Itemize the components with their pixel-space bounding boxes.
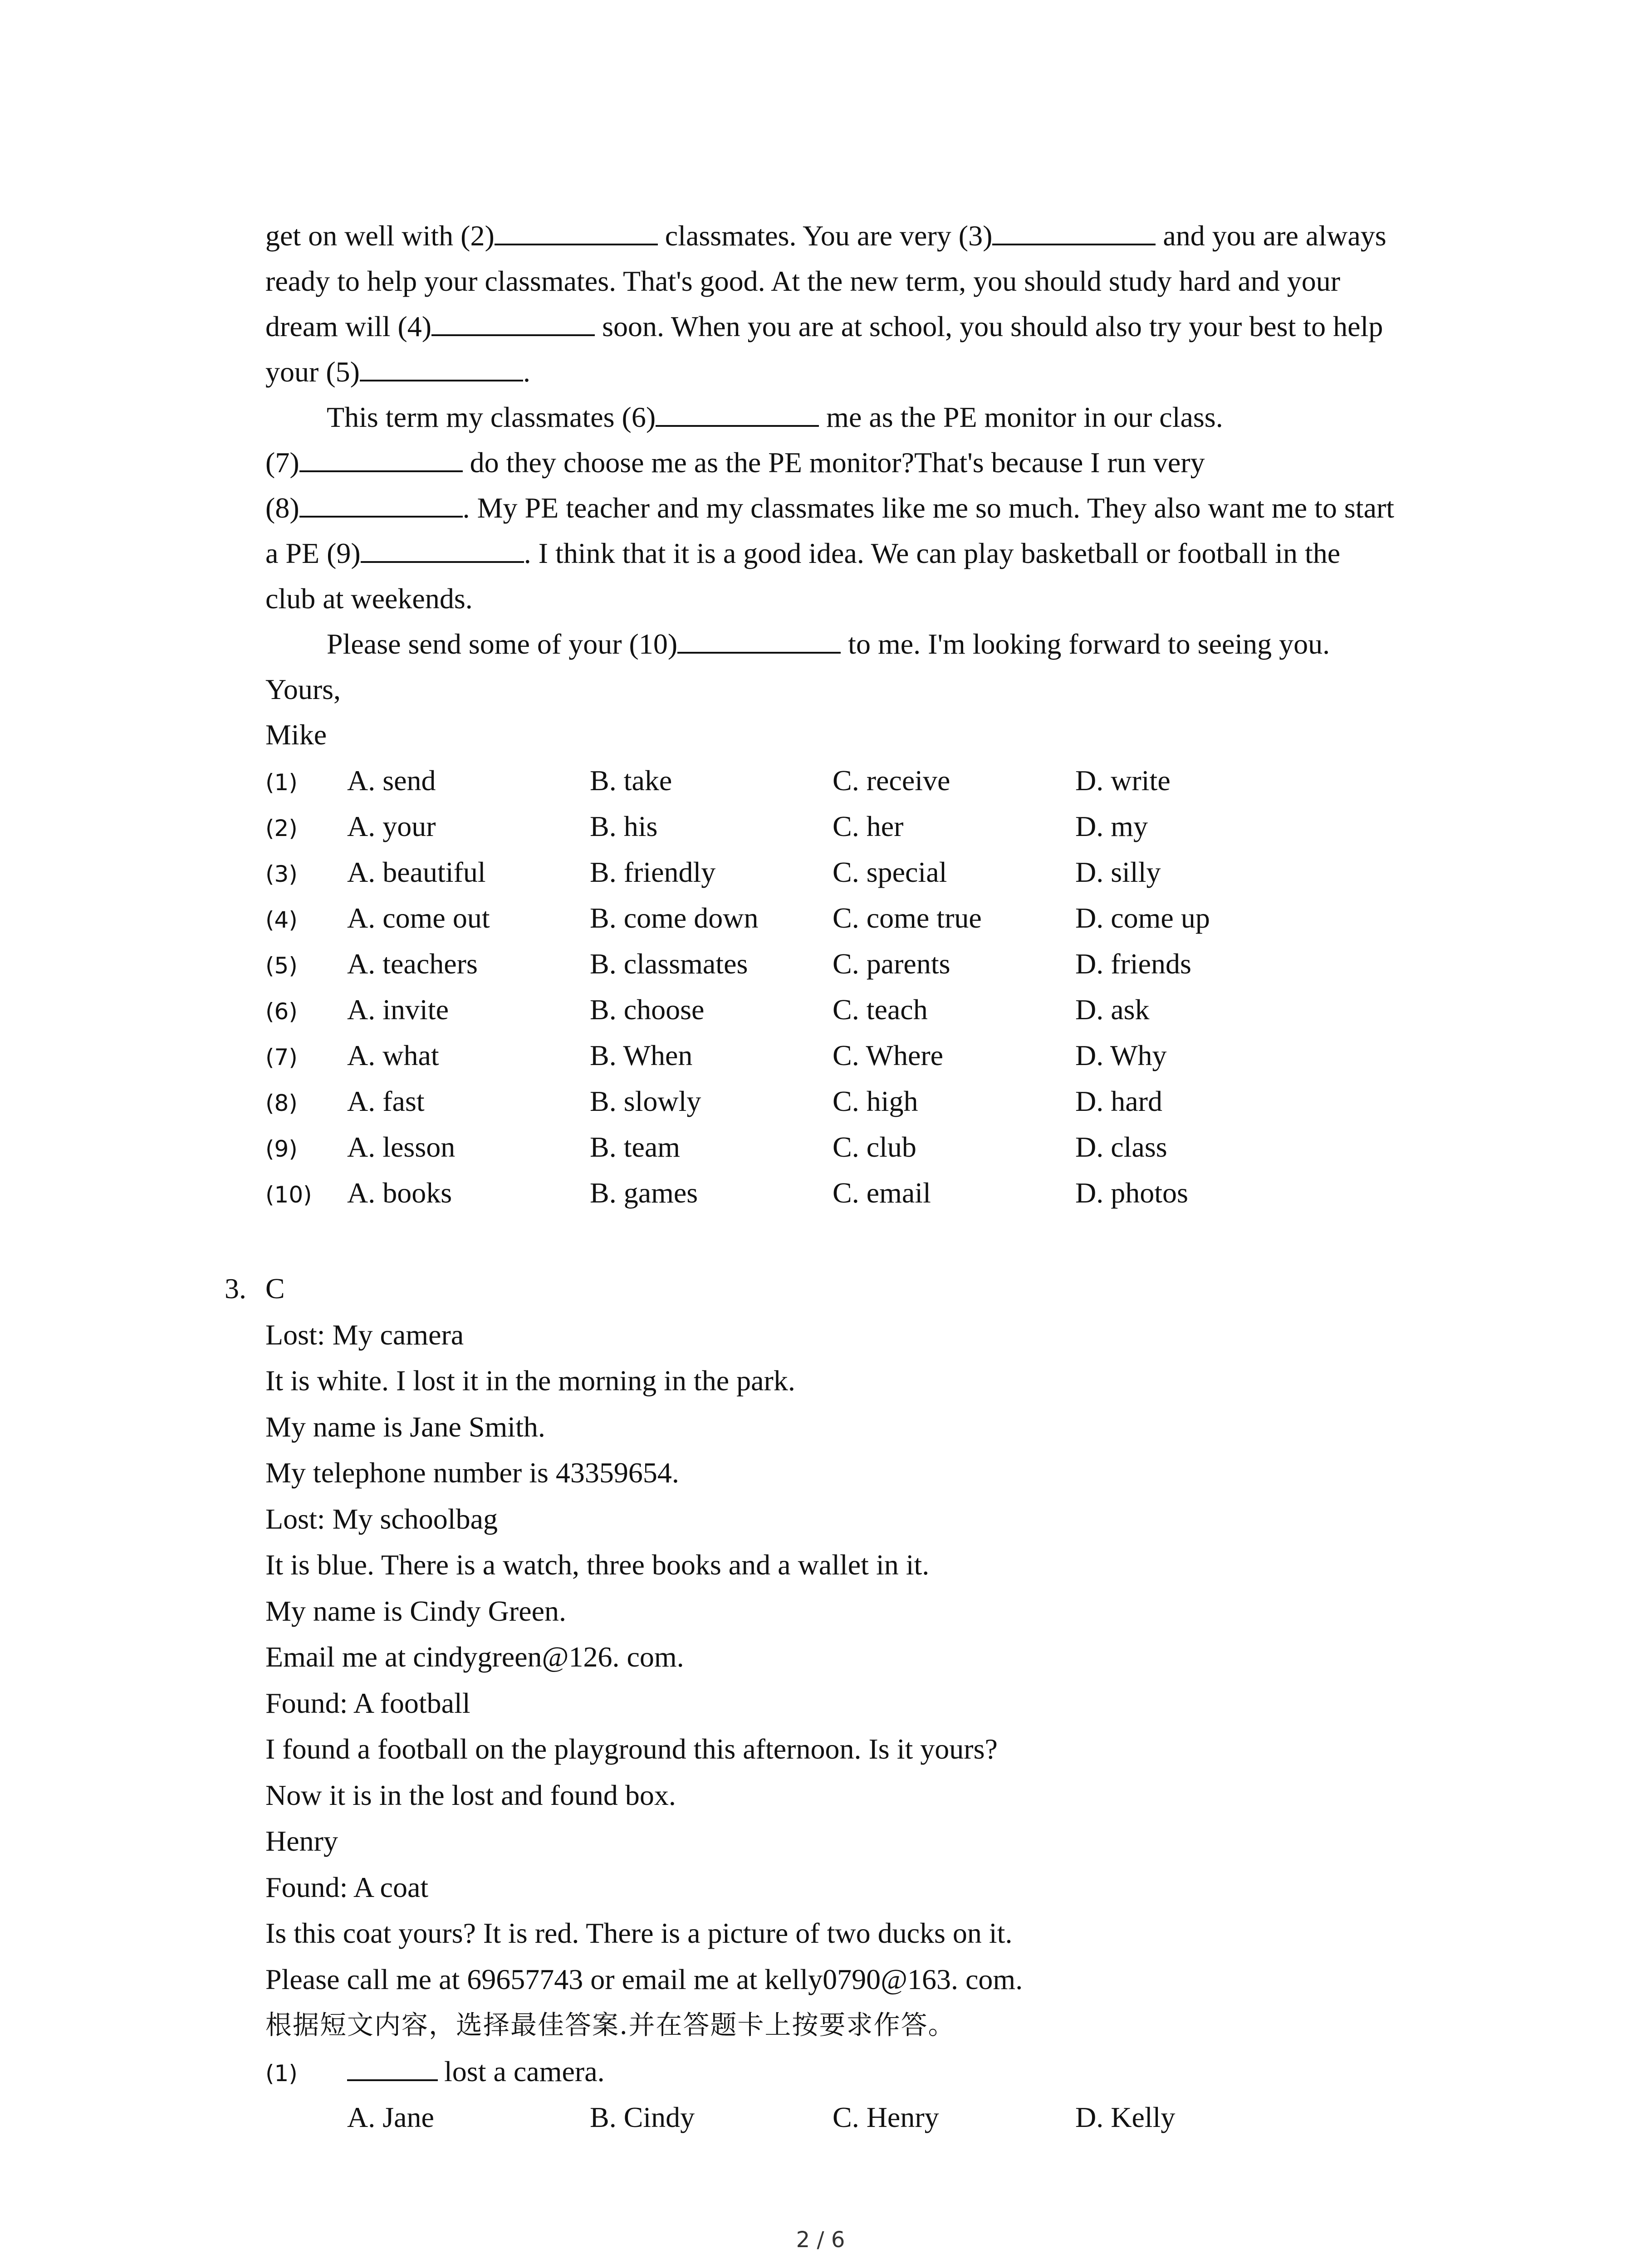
option-row xyxy=(265,895,1463,941)
option-b: B. friendly xyxy=(590,856,716,888)
text-span: . xyxy=(523,356,530,388)
option-c: C. special xyxy=(833,856,947,888)
text-span: soon. When you are at school, you should also try your best to help xyxy=(595,310,1383,342)
option-d: D. Kelly xyxy=(1075,2101,1176,2133)
option-d: D. silly xyxy=(1075,856,1161,888)
blank-8 xyxy=(299,491,463,518)
option-c: C. parents xyxy=(833,948,950,980)
question-number: (10) xyxy=(265,1182,312,1208)
question-number: (8) xyxy=(265,1090,298,1116)
text-span: me as the PE monitor in our class. xyxy=(819,401,1223,433)
option-a: A. your xyxy=(347,810,436,842)
option-b: B. Cindy xyxy=(590,2101,695,2133)
option-row xyxy=(265,941,1463,987)
answer-blank xyxy=(347,2055,438,2081)
text-span: Please send some of your (10) xyxy=(327,628,678,660)
text-span: get on well with (2) xyxy=(265,220,495,252)
instruction-text: 根据短文内容，选择最佳答案.并在答题卡上按要求作答。 xyxy=(265,2009,955,2040)
text-span: classmates. You are very (3) xyxy=(657,220,993,252)
options-list xyxy=(265,758,1463,1216)
option-b: B. slowly xyxy=(590,1085,701,1117)
passage-para2-line2 xyxy=(265,440,1463,485)
option-b: B. classmates xyxy=(590,948,748,980)
question-number: (7) xyxy=(265,1044,298,1070)
text-span: a PE (9) xyxy=(265,537,361,569)
letter-closing: Yours, xyxy=(265,673,341,705)
question-number: (2) xyxy=(265,815,298,841)
notice-line: My telephone number is 43359654. xyxy=(265,1457,679,1489)
option-row xyxy=(265,849,1463,895)
section-number: 3. xyxy=(225,1272,246,1305)
option-a: A. teachers xyxy=(347,948,478,980)
option-d: D. come up xyxy=(1075,902,1210,934)
notice-line: Found: A football xyxy=(265,1686,470,1719)
notice-line: Now it is in the lost and found box. xyxy=(265,1779,676,1811)
option-d: D. write xyxy=(1075,764,1171,797)
option-a: A. come out xyxy=(347,902,490,934)
option-d: D. friends xyxy=(1075,948,1191,980)
option-row xyxy=(265,1078,1463,1124)
option-c: C. club xyxy=(833,1131,916,1163)
letter-signature: Mike xyxy=(265,719,327,751)
notice-line: My name is Jane Smith. xyxy=(265,1410,545,1443)
option-c: C. Where xyxy=(833,1039,944,1071)
notice-line: Henry xyxy=(265,1825,338,1857)
option-a: A. Jane xyxy=(347,2101,434,2133)
section-title: C xyxy=(265,1272,285,1305)
blank-10 xyxy=(677,627,841,654)
passage-para1-line4 xyxy=(265,349,1463,395)
notice-line: It is white. I lost it in the morning in the park. xyxy=(265,1364,795,1397)
notice-line: Found: A coat xyxy=(265,1871,429,1903)
blank-7 xyxy=(299,446,463,472)
option-b: B. his xyxy=(590,810,658,842)
option-a: A. fast xyxy=(347,1085,425,1117)
blank-2 xyxy=(495,219,658,245)
option-a: A. send xyxy=(347,764,436,797)
option-row xyxy=(265,1170,1463,1216)
text-span: dream will (4) xyxy=(265,310,432,342)
option-d: D. ask xyxy=(1075,993,1150,1026)
option-a: A. invite xyxy=(347,993,449,1026)
question-1-options xyxy=(265,2094,1463,2141)
option-a: A. books xyxy=(347,1177,452,1209)
option-b: B. games xyxy=(590,1177,698,1209)
option-c: C. her xyxy=(833,810,904,842)
question-number: (6) xyxy=(265,998,298,1025)
option-d: D. class xyxy=(1075,1131,1167,1163)
question-number: (1) xyxy=(265,769,298,796)
option-b: B. come down xyxy=(590,902,759,934)
question-text: lost a camera. xyxy=(444,2055,605,2087)
text-span: to me. I'm looking forward to seeing you. xyxy=(841,628,1330,660)
option-row xyxy=(265,758,1463,803)
blank-6 xyxy=(656,401,819,427)
option-a: A. what xyxy=(347,1039,439,1071)
option-row xyxy=(265,1124,1463,1170)
option-d: D. my xyxy=(1075,810,1148,842)
notice-line: It is blue. There is a watch, three books and a wallet in it. xyxy=(265,1549,930,1581)
passage-para2-line5: club at weekends. xyxy=(265,582,473,615)
option-b: B. take xyxy=(590,764,672,797)
blank-5 xyxy=(360,355,523,381)
text-span: (8) xyxy=(265,492,299,524)
option-c: C. Henry xyxy=(833,2101,939,2133)
option-row xyxy=(265,1032,1463,1078)
text-span: . I think that it is a good idea. We can play basketball or football in the xyxy=(524,537,1341,569)
option-b: B. choose xyxy=(590,993,705,1026)
passage-para1-line2: ready to help your classmates. That's good. At the new term, you should study hard and your xyxy=(265,265,1341,297)
passage-para2-line4 xyxy=(265,531,1463,576)
notice-line: My name is Cindy Green. xyxy=(265,1594,566,1627)
option-d: D. photos xyxy=(1075,1177,1188,1209)
question-number: (4) xyxy=(265,907,298,933)
blank-4 xyxy=(431,310,595,336)
option-row xyxy=(265,987,1463,1032)
option-c: C. come true xyxy=(833,902,982,934)
notice-line: Lost: My camera xyxy=(265,1318,464,1351)
question-number: (3) xyxy=(265,861,298,887)
option-b: B. team xyxy=(590,1131,681,1163)
option-d: D. Why xyxy=(1075,1039,1167,1071)
option-c: C. teach xyxy=(833,993,928,1026)
notice-line: Please call me at 69657743 or email me at kelly0790@163. com. xyxy=(265,1963,1023,1995)
question-1-stem xyxy=(265,2048,1463,2095)
text-span: This term my classmates (6) xyxy=(327,401,656,433)
option-a: A. lesson xyxy=(347,1131,456,1163)
notice-line: Is this coat yours? It is red. There is a picture of two ducks on it. xyxy=(265,1917,1013,1949)
text-span: . My PE teacher and my classmates like me so much. They also want me to start xyxy=(462,492,1395,524)
text-span: and you are always xyxy=(1156,220,1386,252)
cloze-passage xyxy=(265,213,1463,1216)
blank-3 xyxy=(992,219,1156,245)
option-b: B. When xyxy=(590,1039,693,1071)
text-span: (7) xyxy=(265,446,299,479)
text-span: your (5) xyxy=(265,356,360,388)
question-number: (9) xyxy=(265,1136,298,1162)
blank-9 xyxy=(361,537,524,563)
passage-para2-line3 xyxy=(265,485,1463,531)
passage-para1-line1 xyxy=(265,213,1463,259)
notice-line: Lost: My schoolbag xyxy=(265,1502,498,1535)
passage-para2-line1 xyxy=(265,395,1463,440)
option-c: C. email xyxy=(833,1177,931,1209)
text-span: do they choose me as the PE monitor?That's because I run very xyxy=(462,446,1205,479)
question-number: (1) xyxy=(265,2060,298,2087)
notice-line: I found a football on the playground this afternoon. Is it yours? xyxy=(265,1733,998,1765)
section-3-body xyxy=(265,1266,1463,2141)
page-number: 2 / 6 xyxy=(796,2227,845,2253)
option-c: C. high xyxy=(833,1085,918,1117)
question-number: (5) xyxy=(265,953,298,979)
passage-para3 xyxy=(265,621,1463,667)
option-a: A. beautiful xyxy=(347,856,486,888)
option-row xyxy=(265,803,1463,849)
option-d: D. hard xyxy=(1075,1085,1162,1117)
notice-line: Email me at cindygreen@126. com. xyxy=(265,1641,684,1673)
option-c: C. receive xyxy=(833,764,950,797)
passage-para1-line3 xyxy=(265,304,1463,349)
